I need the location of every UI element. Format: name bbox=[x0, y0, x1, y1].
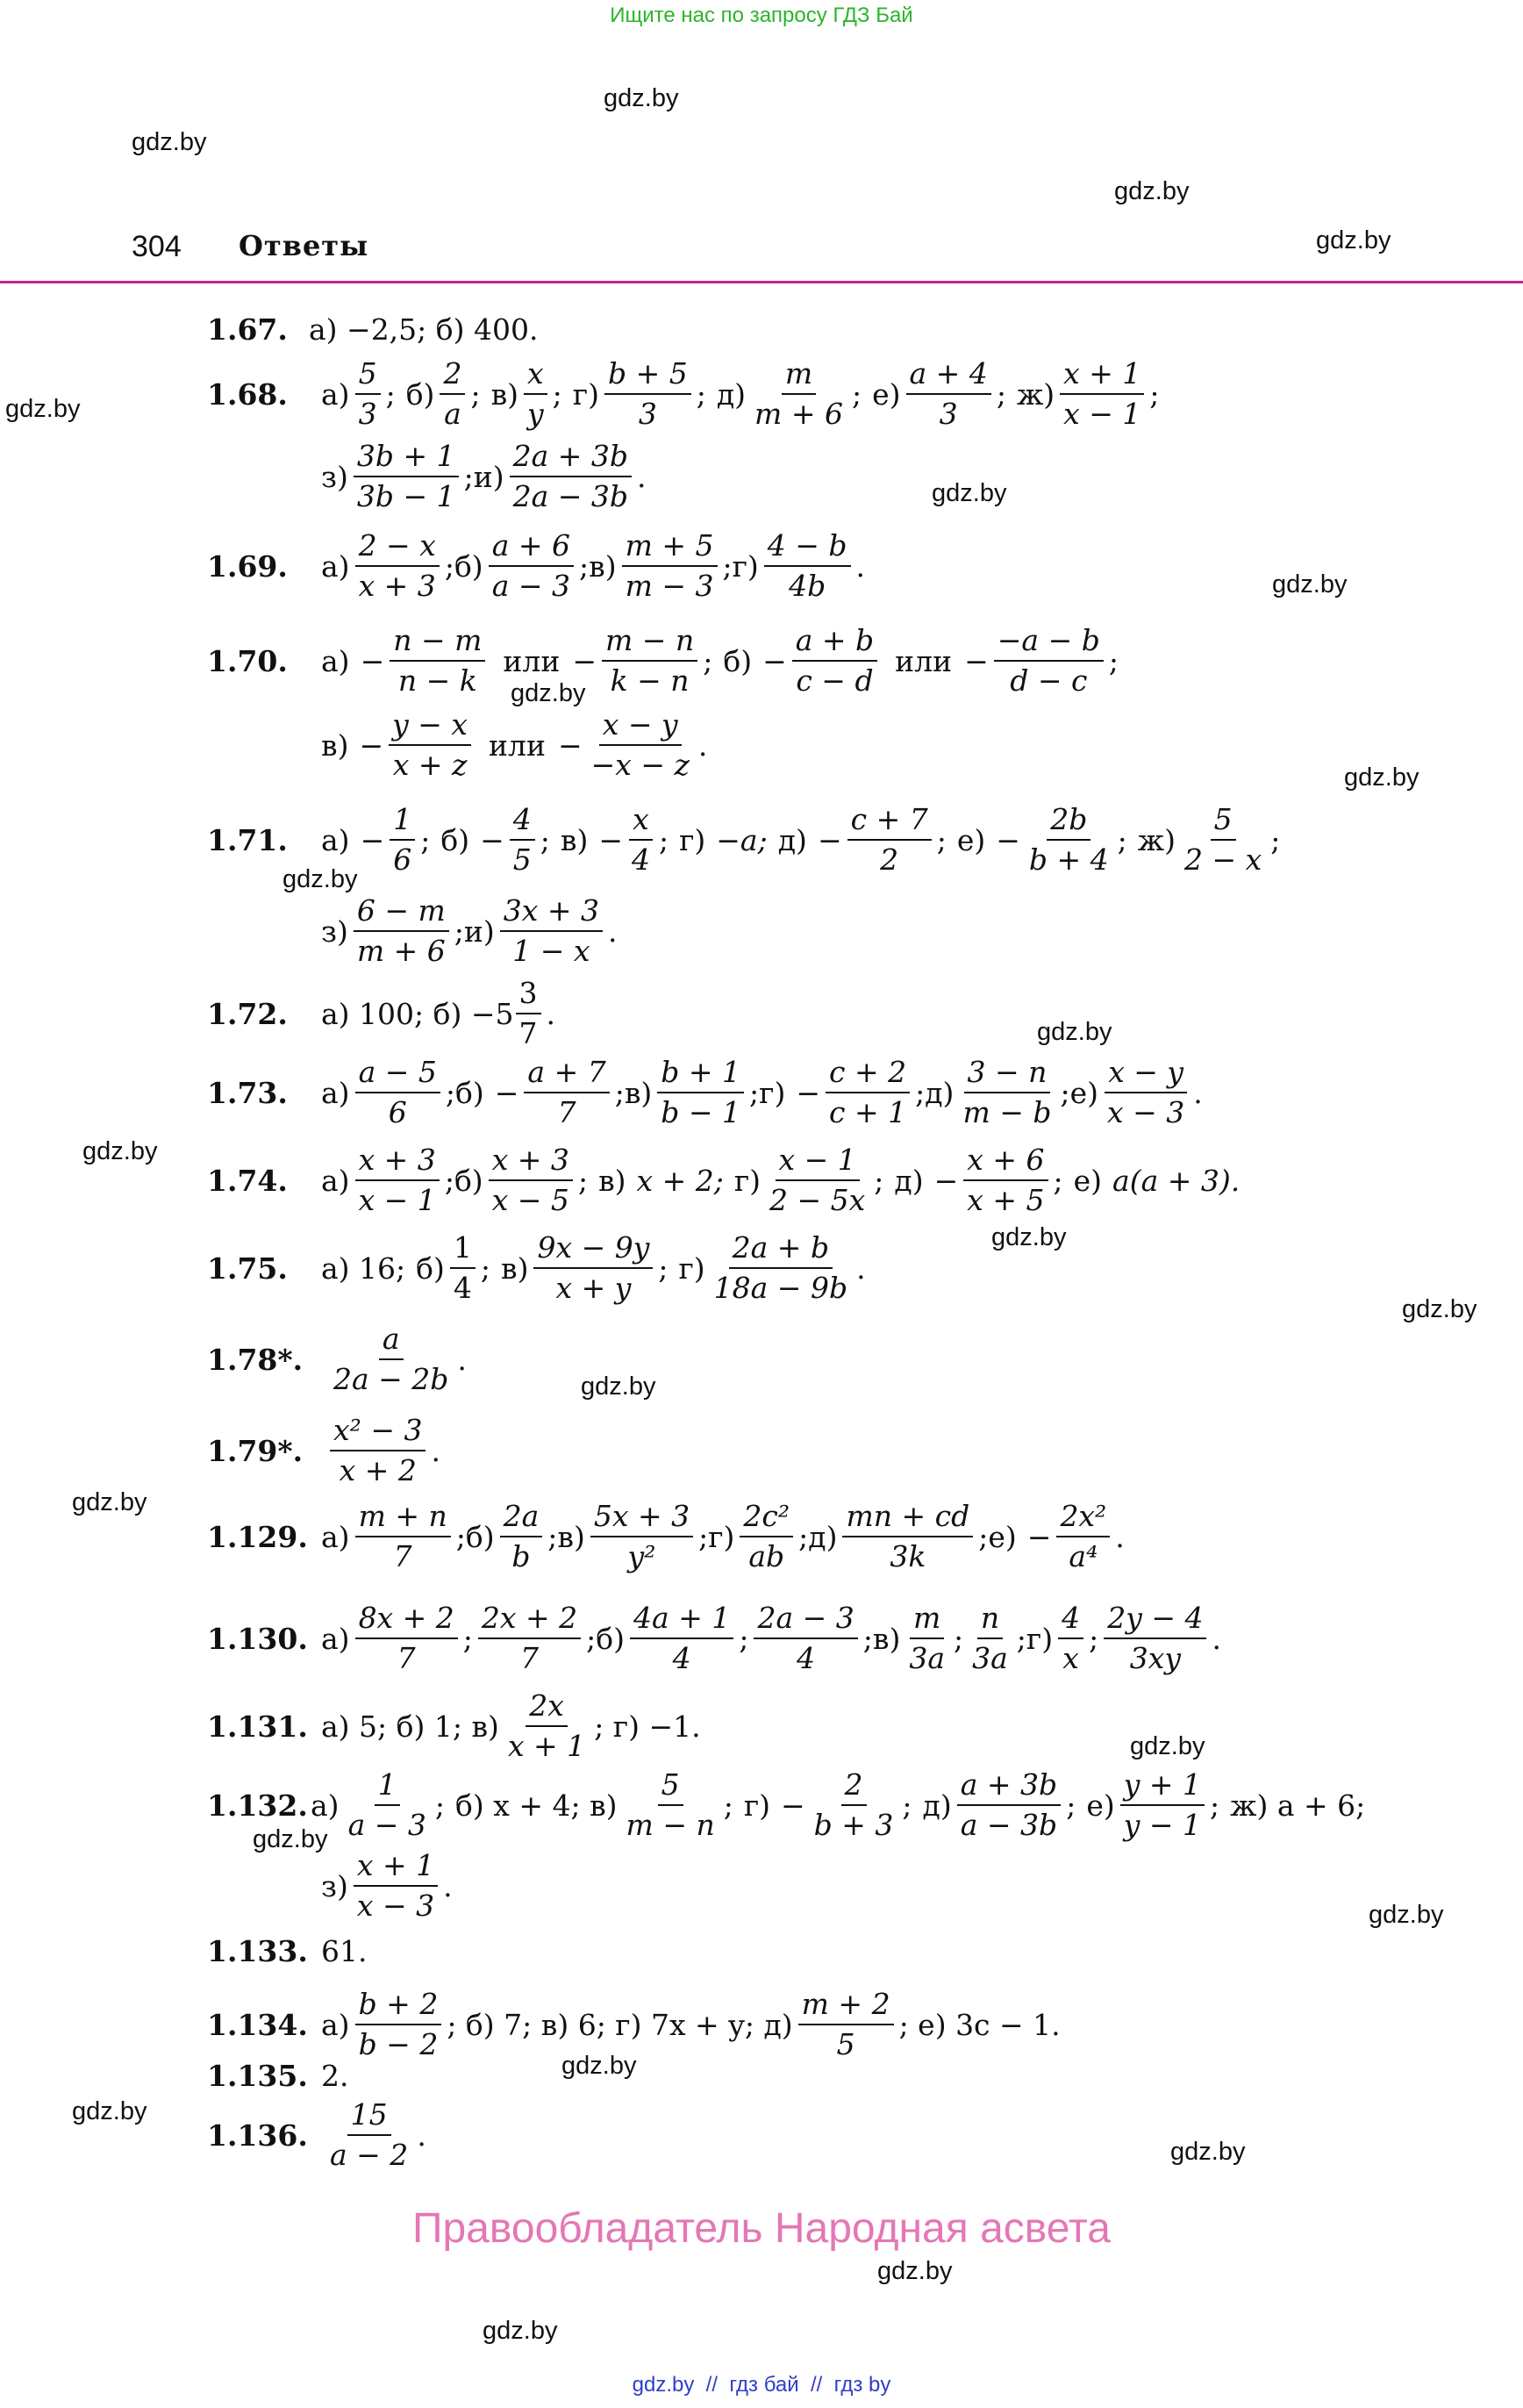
fraction: $\frac{x - y}{x - 3}$ bbox=[1104, 1057, 1188, 1129]
part-label: г) bbox=[743, 1788, 771, 1823]
part-label: а) bbox=[321, 1519, 350, 1554]
part-label: д) bbox=[808, 1519, 838, 1554]
fraction: $\frac{5x + 3}{\text{y²}}$ bbox=[590, 1501, 693, 1573]
part-label: г) bbox=[759, 1075, 786, 1110]
answer-number: 1.67. bbox=[207, 312, 288, 347]
part-label: а) 16; bbox=[321, 1251, 406, 1286]
part-label: в) bbox=[589, 548, 617, 584]
fraction: $\frac{m - n}{k - n}$ bbox=[602, 625, 697, 698]
fraction: $\frac{y - x}{x + z}$ bbox=[389, 709, 471, 782]
fraction: $\frac{2a + b}{18a - 9b}$ bbox=[713, 1230, 848, 1306]
answer-1-69: 1.69. а) $\frac{2 - x}{x + 3}$ ; б) $\frac{a + 6}{a - 3}$ ; в) $\frac{m + 5}{m - 3}$ ; г) $\frac{4 - b}{4b}$ . bbox=[207, 528, 866, 604]
running-title: Ответы bbox=[239, 229, 369, 262]
part-label: з) bbox=[321, 459, 348, 494]
header-rule bbox=[0, 281, 1523, 283]
part-label: б) bbox=[723, 643, 753, 678]
part-label: а) bbox=[321, 2007, 350, 2042]
part-label: з) bbox=[321, 1868, 348, 1903]
fraction: $\frac{4 - b}{4b}$ bbox=[764, 530, 851, 603]
part-label: д) bbox=[925, 1075, 955, 1110]
answer-1-67 bbox=[207, 312, 539, 347]
part-label: а) bbox=[321, 1163, 350, 1198]
fraction: $\frac{m + 2}{5}$ bbox=[798, 1989, 894, 2061]
answer-text: а) −2,5; б) 400. bbox=[309, 312, 539, 347]
watermark: gdz.by bbox=[561, 2052, 637, 2080]
answer-1-75: 1.75. а) 16; б) $\frac{1}{4}$ ; в) $\frac{9x - 9y}{x + y}$ ; г) $\frac{2a + b}{18a - 9b}$ . bbox=[207, 1230, 866, 1306]
answer-1-132: 1.132. а) $\frac{1}{a - 3}$ ; б) x + 4; в) $\frac{5}{m - n}$ ; г) − $\frac{2}{b + 3}$ ; д) $\frac{a + 3b}{a - 3b}$ ; е) $\frac{y + 1}{y - 1}$ ; ж) a + 6; bbox=[207, 1767, 1366, 1843]
answer-1-129: 1.129. а) $\frac{m + n}{7}$ ; б) $\frac{2a}{b}$ ; в) $\frac{5x + 3}{\text{y²}}$ ; г) $\frac{\text{2c²}}{ab}$ ; д) $\frac{mn + cd}{3k}$ ; е) − $\frac{\text{2x²}}{\text{a⁴}}$ . bbox=[207, 1499, 1125, 1574]
answer-number: 1.78*. bbox=[207, 1342, 304, 1377]
part-label: д) bbox=[894, 1163, 924, 1198]
answer-1-133 bbox=[207, 1934, 367, 1968]
answer-1-136: 1.136. $\frac{15}{a - 2}$ . bbox=[207, 2097, 426, 2173]
part-label: а) bbox=[321, 643, 350, 678]
part-label: б) bbox=[455, 1075, 484, 1110]
answer-1-68: 1.68. а) $\frac{5}{3}$ ; б) $\frac{2}{a}$ ; в) $\frac{x}{y}$ ; г) $\frac{b + 5}{3}$ ; д) $\frac{m}{m + 6}$ ; е) $\frac{a + 4}{3}$ ; ж) $\frac{x + 1}{x - 1}$ ; bbox=[207, 356, 1160, 432]
fraction: $\frac{a}{2a - 2b}$ bbox=[333, 1322, 449, 1397]
fraction: $\frac{b + 2}{b - 2}$ bbox=[355, 1989, 442, 2061]
part-label: д) bbox=[922, 1788, 952, 1823]
fraction: $\frac{2}{a}$ bbox=[440, 358, 465, 431]
watermark: gdz.by bbox=[72, 1488, 147, 1516]
watermark: gdz.by bbox=[483, 2317, 558, 2345]
watermark: gdz.by bbox=[1272, 570, 1348, 598]
answer-1-79: 1.79*. $\frac{\text{x² − 3}}{x + 2}$ . bbox=[207, 1413, 440, 1488]
part-label: г) bbox=[733, 1163, 762, 1198]
answer-text: 61. bbox=[321, 1934, 368, 1968]
watermark: gdz.by bbox=[1170, 2138, 1246, 2166]
watermark: gdz.by bbox=[511, 679, 586, 707]
fraction: $\frac{x + 1}{x - 3}$ bbox=[354, 1850, 438, 1923]
part-label: в) bbox=[501, 1251, 529, 1286]
fraction: $\frac{a + 4}{3}$ bbox=[906, 358, 991, 431]
fraction: $\frac{\text{2x²}}{\text{a⁴}}$ bbox=[1056, 1501, 1110, 1573]
fraction: $\frac{x - y}{-x - z}$ bbox=[590, 707, 690, 783]
fraction: $\frac{x + 3}{x - 1}$ bbox=[355, 1144, 440, 1217]
fraction: $\frac{2a - 3}{4}$ bbox=[754, 1602, 857, 1675]
answer-1-134: 1.134. а) $\frac{b + 2}{b - 2}$ ; б) 7; в) 6; г) 7x + y; д) $\frac{m + 2}{5}$ ; е) 3c − 1. bbox=[207, 1987, 1061, 2062]
fraction: $\frac{a + b}{c - d}$ bbox=[792, 625, 877, 698]
part-label: ж) bbox=[1137, 822, 1176, 857]
fraction: $\frac{a + 3b}{a - 3b}$ bbox=[957, 1769, 1061, 1842]
watermark: gdz.by bbox=[1114, 177, 1190, 205]
fraction: $\frac{1}{a - 3}$ bbox=[347, 1767, 426, 1843]
watermark: gdz.by bbox=[1344, 763, 1419, 792]
watermark: gdz.by bbox=[1130, 1732, 1205, 1760]
part-label: ж) bbox=[1016, 376, 1055, 412]
part-label: г) bbox=[678, 1251, 705, 1286]
part-label: б) bbox=[454, 548, 483, 584]
fraction: $\frac{a - 5}{6}$ bbox=[355, 1057, 440, 1129]
answer-text: а) 5; б) 1; в) bbox=[321, 1709, 499, 1744]
part-label: з) bbox=[321, 914, 348, 949]
answer-number: 1.134. bbox=[207, 2007, 308, 2042]
fraction: $\frac{1}{6}$ bbox=[390, 804, 415, 877]
top-search-note: Ищите нас по запросу ГДЗ Бай bbox=[610, 4, 913, 27]
page-number: 304 bbox=[132, 230, 182, 263]
answer-1-71: 1.71. а) − $\frac{1}{6}$ ; б) − $\frac{4}{5}$ ; в) − $\frac{x}{4}$ ; г) −a; д) − $\frac{c + 7}{2}$ ; е) − $\frac{2b}{b + 4}$ ; ж) $\frac{5}{2 - x}$ ; bbox=[207, 802, 1281, 878]
answer-number: 1.75. bbox=[207, 1251, 288, 1286]
fraction: $\frac{c + 2}{c + 1}$ bbox=[826, 1057, 910, 1129]
answer-number: 1.69. bbox=[207, 548, 288, 584]
part-label: е) bbox=[1069, 1075, 1099, 1110]
watermark: gdz.by bbox=[5, 395, 81, 423]
fraction: $\frac{3}{7}$ bbox=[516, 978, 541, 1050]
fraction: $\frac{6 - m}{m + 6}$ bbox=[354, 895, 449, 968]
fraction: $\frac{a + 6}{a - 3}$ bbox=[489, 530, 574, 603]
part-label: б) bbox=[440, 822, 470, 857]
answer-number: 1.136. bbox=[207, 2118, 308, 2153]
fraction: $\frac{mn + cd}{3k}$ bbox=[842, 1501, 973, 1573]
fraction: $\frac{2x + 2}{7}$ bbox=[478, 1602, 581, 1675]
part-label: а) bbox=[321, 1621, 350, 1656]
fraction: $\frac{m + n}{7}$ bbox=[355, 1501, 451, 1573]
fraction: $\frac{2}{b + 3}$ bbox=[813, 1767, 894, 1843]
fraction: $\frac{b + 1}{b - 1}$ bbox=[657, 1057, 744, 1129]
watermark: gdz.by bbox=[253, 1825, 328, 1853]
part-label: е) bbox=[988, 1519, 1017, 1554]
answer-1-73: 1.73. а) $\frac{a - 5}{6}$ ; б) − $\frac{a + 7}{7}$ ; в) $\frac{b + 1}{b - 1}$ ; г) − $\frac{c + 2}{c + 1}$ ; д) $\frac{3 - n}{m - b}$ ; е) $\frac{x - y}{x - 3}$ . bbox=[207, 1055, 1203, 1130]
answer-1-135 bbox=[207, 2059, 349, 2093]
fraction: $\frac{n}{3a}$ bbox=[972, 1601, 1008, 1676]
fraction: $\frac{y + 1}{y - 1}$ bbox=[1120, 1769, 1205, 1842]
fraction: $\frac{x}{y}$ bbox=[524, 358, 547, 431]
part-label: г) bbox=[708, 1519, 735, 1554]
watermark: gdz.by bbox=[82, 1137, 158, 1165]
fraction: $\frac{1}{4}$ bbox=[450, 1232, 475, 1305]
part-label: в) bbox=[490, 376, 519, 412]
part-label: б) bbox=[416, 1251, 445, 1286]
answer-1-78: 1.78*. $\frac{a}{2a - 2b}$ . bbox=[207, 1322, 467, 1397]
fraction: $\frac{2a}{b}$ bbox=[500, 1501, 543, 1573]
fraction: $\frac{m}{3a}$ bbox=[909, 1601, 945, 1676]
part-label: в) bbox=[560, 822, 589, 857]
part-label: в) bbox=[598, 1163, 626, 1198]
part-label: г) bbox=[572, 376, 599, 412]
part-label: б) bbox=[596, 1621, 626, 1656]
watermark: gdz.by bbox=[282, 865, 358, 893]
answer-1-130: 1.130. а) $\frac{8x + 2}{7}$ ; $\frac{2x + 2}{7}$ ; б) $\frac{4a + 1}{4}$ ; $\frac{2a - 3}{4}$ ; в) $\frac{m}{3a}$ ; $\frac{n}{3a}$ ; г) $\frac{4}{x}$ ; $\frac{2y - 4}{3xy}$ . bbox=[207, 1601, 1221, 1676]
answer-number: 1.131. bbox=[207, 1709, 308, 1744]
answer-number: 1.79*. bbox=[207, 1433, 304, 1468]
fraction: $\frac{5}{2 - x}$ bbox=[1184, 802, 1262, 878]
part-label: в) bbox=[872, 1621, 901, 1656]
part-label: е) bbox=[1073, 1163, 1103, 1198]
part-label: а) bbox=[311, 1788, 340, 1823]
part-label: а) bbox=[321, 548, 350, 584]
part-label: а) bbox=[321, 822, 350, 857]
fraction: $\frac{m + 5}{m - 3}$ bbox=[622, 530, 718, 603]
fraction: $\frac{3x + 3}{1 - x}$ bbox=[500, 895, 603, 968]
answer-number: 1.133. bbox=[207, 1934, 308, 1968]
answer-number: 1.68. bbox=[207, 376, 288, 412]
fraction: $\frac{15}{a - 2}$ bbox=[330, 2097, 409, 2173]
fraction: $\frac{n - m}{n - k}$ bbox=[390, 625, 485, 698]
part-label: б) bbox=[405, 376, 435, 412]
part-label: е) bbox=[872, 376, 901, 412]
fraction: $\frac{c + 7}{2}$ bbox=[847, 804, 932, 877]
fraction: $\frac{x}{4}$ bbox=[628, 804, 654, 877]
fraction: $\frac{2b}{b + 4}$ bbox=[1028, 802, 1109, 878]
fraction: $\frac{x + 6}{x + 5}$ bbox=[963, 1144, 1048, 1217]
fraction: $\frac{2 - x}{x + 3}$ bbox=[355, 530, 440, 603]
fraction: $\frac{b + 5}{3}$ bbox=[604, 358, 691, 431]
answer-1-70-cont: в) − $\frac{y - x}{x + z}$ или − $\frac{x - y}{-x - z}$ . bbox=[321, 707, 708, 783]
part-label: г) bbox=[1026, 1621, 1054, 1656]
fraction: $\frac{5}{3}$ bbox=[355, 358, 381, 431]
answer-number: 1.74. bbox=[207, 1163, 288, 1198]
part-label: в) bbox=[624, 1075, 653, 1110]
fraction: $\frac{\text{x² − 3}}{x + 2}$ bbox=[330, 1415, 425, 1487]
fraction: $\frac{m}{m + 6}$ bbox=[754, 356, 843, 432]
part-label: и) bbox=[473, 459, 504, 494]
watermark: gdz.by bbox=[1369, 1901, 1444, 1929]
fraction: $\frac{8x + 2}{7}$ bbox=[355, 1602, 458, 1675]
answer-number: 1.73. bbox=[207, 1075, 288, 1110]
answer-1-68-cont: з) $\frac{3b + 1}{3b - 1}$ ; и) $\frac{2a + 3b}{2a - 3b}$ . bbox=[321, 439, 647, 514]
answer-number: 1.72. bbox=[207, 996, 288, 1031]
part-label: е) bbox=[1086, 1788, 1115, 1823]
part-label: и) bbox=[463, 914, 495, 949]
fraction: $\frac{4}{5}$ bbox=[510, 804, 535, 877]
rights-holder: Правообладатель Народная асвета bbox=[412, 2205, 1111, 2252]
part-label: в) bbox=[321, 727, 349, 763]
fraction: $\frac{2a + 3b}{2a - 3b}$ bbox=[510, 441, 632, 513]
answer-1-132-cont: з) $\frac{x + 1}{x - 3}$ . bbox=[321, 1848, 453, 1924]
fraction: $\frac{a + 7}{7}$ bbox=[524, 1057, 609, 1129]
part-label: а) bbox=[321, 376, 350, 412]
fraction: $\frac{x - 1}{2 - 5x}$ bbox=[769, 1143, 866, 1218]
watermark: gdz.by bbox=[604, 84, 679, 112]
watermark: gdz.by bbox=[132, 128, 207, 156]
part-label: б) bbox=[454, 1163, 483, 1198]
fraction: $\frac{5}{m - n}$ bbox=[626, 1767, 715, 1843]
watermark: gdz.by bbox=[1037, 1018, 1112, 1046]
fraction: $\frac{9x - 9y}{x + y}$ bbox=[533, 1232, 653, 1305]
fraction: $\frac{4}{x}$ bbox=[1058, 1602, 1083, 1675]
answer-1-72: 1.72. а) 100; б) −5 $\frac{3}{7}$ . bbox=[207, 976, 556, 1051]
part-label: г) bbox=[732, 548, 759, 584]
answer-number: 1.132. bbox=[207, 1788, 308, 1823]
fraction: $\frac{2y - 4}{3xy}$ bbox=[1104, 1602, 1206, 1675]
fraction: $\frac{3b + 1}{3b - 1}$ bbox=[354, 441, 459, 513]
part-label: ж) a + 6; bbox=[1230, 1788, 1366, 1823]
answer-1-131: 1.131. а) 5; б) 1; в) $\frac{2x}{x + 1}$ ; г) −1. bbox=[207, 1688, 701, 1764]
part-label: д) bbox=[777, 822, 807, 857]
answer-number: 1.70. bbox=[207, 643, 288, 678]
fraction: $\frac{3 - n}{m - b}$ bbox=[962, 1055, 1052, 1130]
watermark: gdz.by bbox=[932, 479, 1007, 507]
part-label: д) bbox=[716, 376, 747, 412]
fraction: $\frac{4a + 1}{4}$ bbox=[630, 1602, 733, 1675]
answer-1-70: 1.70. а) − $\frac{n - m}{n - k}$ или − $\frac{m - n}{k - n}$ ; б) − $\frac{a + b}{c - d}$ или − $\frac{-a - b}{d - c}$ ; bbox=[207, 623, 1119, 699]
watermark: gdz.by bbox=[72, 2097, 147, 2125]
fraction: $\frac{2x}{x + 1}$ bbox=[507, 1688, 586, 1764]
answer-1-71-cont: з) $\frac{6 - m}{m + 6}$ ; и) $\frac{3x + 3}{1 - x}$ . bbox=[321, 893, 618, 969]
answer-1-74: 1.74. а) $\frac{x + 3}{x - 1}$ ; б) $\frac{x + 3}{x - 5}$ ; в) x + 2; г) $\frac{x - 1}{2 - 5x}$ ; д) − $\frac{x + 6}{x + 5}$ ; е) a(a + 3). bbox=[207, 1143, 1241, 1218]
watermark: gdz.by bbox=[1316, 226, 1391, 254]
part-label: в) bbox=[557, 1519, 585, 1554]
fraction: $\frac{x + 3}{x - 5}$ bbox=[489, 1144, 573, 1217]
watermark: gdz.by bbox=[877, 2257, 953, 2285]
watermark: gdz.by bbox=[581, 1372, 656, 1401]
fraction: $\frac{\text{2c²}}{ab}$ bbox=[740, 1501, 793, 1573]
part-label: б) x + 4; в) bbox=[455, 1788, 618, 1823]
bottom-link-line[interactable]: gdz.by // гдз бай // гдз by bbox=[632, 2373, 891, 2397]
part-label: б) bbox=[465, 1519, 495, 1554]
watermark: gdz.by bbox=[991, 1223, 1067, 1251]
answer-text: 2. bbox=[321, 2059, 349, 2093]
watermark: gdz.by bbox=[1402, 1295, 1477, 1323]
fraction: $\frac{-a - b}{d - c}$ bbox=[994, 625, 1104, 698]
answer-number: 1.130. bbox=[207, 1621, 308, 1656]
answer-number: 1.129. bbox=[207, 1519, 308, 1554]
fraction: $\frac{x + 1}{x - 1}$ bbox=[1060, 358, 1144, 431]
part-label: е) bbox=[956, 822, 986, 857]
part-label: г) bbox=[679, 822, 706, 857]
answer-text: а) 100; б) −5 bbox=[321, 996, 514, 1031]
answer-number: 1.71. bbox=[207, 822, 288, 857]
part-label: а) bbox=[321, 1075, 350, 1110]
answer-number: 1.135. bbox=[207, 2059, 308, 2093]
